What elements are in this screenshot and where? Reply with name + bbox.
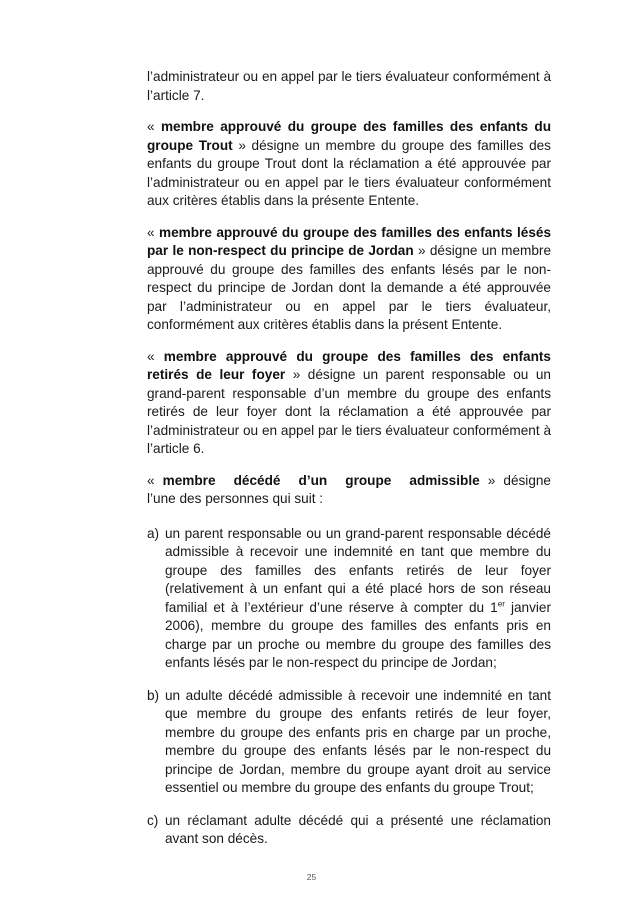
list-text: un réclamant adulte décédé qui a présenté une réclamation avant son décès. [165,812,551,846]
list-item-b [147,687,551,798]
list-item-c [147,812,551,849]
close-quote: » [479,472,496,488]
defined-term: membre approuvé du groupe des familles des enfants du groupe Trout [147,119,551,153]
open-quote: « [147,224,159,240]
continuation-paragraph: l’administrateur ou en appel par le tiers évaluateur conformément à l’article 7. [147,69,551,103]
open-quote: « [147,348,164,364]
ordinal-superscript: er [497,598,505,608]
document-page [147,0,551,903]
page-number: 25 [306,871,317,882]
list-body [165,525,551,673]
defined-term: membre approuvé du groupe des familles des enfants retirés de leur foyer [147,348,551,382]
definition-text: désigne l’une des personnes qui suit : [147,472,551,506]
close-quote: » [232,137,246,153]
list-text: un adulte décédé admissible à recevoir une indemnité en tant que membre du groupe des enfants retirés de leur foyer, membre du groupe des enfants pris en charge par un proche, membre du groupe des enfants lésés par le non-respect du principe de Jordan, membre du groupe ayant droit au service essentiel ou membre du groupe des enfants du groupe Trout; [165,687,551,795]
list-marker: c) [147,812,159,828]
list-text-continued: janvier 2006), membre du groupe des familles des enfants pris en charge par un proche ou membre du groupe des familles des enfants lésés par le non-respect du principe de Jordan; [165,599,551,670]
definition-text: désigne un membre du groupe des familles des enfants du groupe Trout dont la réclamation a été approuvée par l’administrateur ou en appel par le tiers évaluateur conformément aux critères établis dans la présente Entente. [147,137,551,208]
defined-term: membre approuvé du groupe des familles des enfants lésés par le non-respect du principe de Jordan [147,224,551,258]
definition-paragraph [147,348,551,459]
open-quote: « [147,472,163,488]
list-item-a [147,525,551,673]
close-quote: » [413,243,426,258]
definition-text: désigne un parent responsable ou un grand-parent responsable d’un membre du groupe des enfants retirés de leur foyer dont la réclamation a été approuvée par l’administrateur ou en appel par le tiers évaluateur conformément à l’article 6. [147,367,551,456]
defined-term: membre décédé d’un groupe admissible [162,472,480,488]
list-marker: a) [147,525,160,541]
open-quote: « [147,119,161,134]
definition-paragraph [147,224,551,335]
list-marker: b) [147,687,160,703]
definition-text: désigne un membre approuvé du groupe des familles des enfants lésés par le non-respect du principe de Jordan dont la demande a été approuvée par l’administrateur ou en appel par le tiers évaluateur, conformément aux critères établis dans la présent Entente. [147,243,551,332]
definition-paragraph [147,472,551,509]
definition-paragraph [147,118,551,211]
close-quote: » [285,367,301,382]
list-text: un parent responsable ou un grand-parent responsable décédé admissible à recevoir une indemnité en tant que membre du groupe des familles des enfants retirés de leur foyer (relativement à un enfant qui a été placé hors de son réseau familial et à l’extérieur d’une réserve à compter du 1 [165,525,551,615]
